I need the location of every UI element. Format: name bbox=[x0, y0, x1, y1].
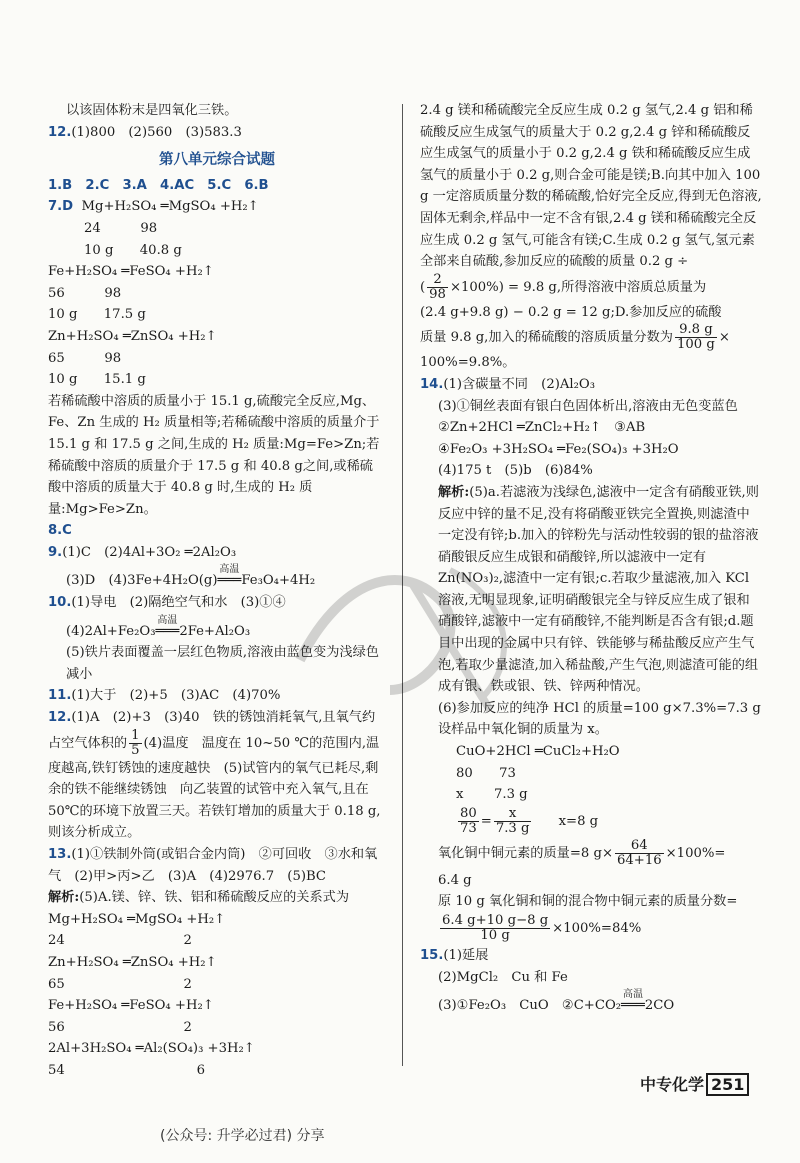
equation: Fe+H₂SO₄ ═FeSO₄ +H₂↑ bbox=[48, 264, 214, 280]
question-number: 12. bbox=[48, 710, 72, 726]
answer-text: (1)含碳量不同 (2)Al₂O₃ bbox=[443, 376, 595, 392]
answer-text: ×100%=84% bbox=[552, 921, 642, 936]
equation: Mg+H₂SO₄ ═MgSO₄ +H₂↑ bbox=[81, 199, 259, 215]
text-line: 以该固体粉末是四氧化三铁。 bbox=[66, 103, 238, 118]
answer-text: (1)A (2)+3 (3)40 铁的锈蚀消耗氧气,且氧气约占空气体积的 bbox=[48, 710, 376, 751]
answer-text: 2Fe+Al₂O₃ bbox=[179, 623, 251, 639]
reaction-condition: 高温 bbox=[622, 989, 643, 1001]
fraction: $\frac{1}{5}$ bbox=[131, 727, 140, 758]
equation: Mg+H₂SO₄ ═MgSO₄ +H₂↑ bbox=[48, 911, 226, 927]
question-number: 12. bbox=[48, 124, 72, 140]
question-number: 7.D bbox=[48, 199, 74, 215]
answer-text: 氧化铜中铜元素的质量=8 g× bbox=[438, 845, 613, 861]
question-number: 11. bbox=[48, 688, 72, 704]
answer-text: (3)D (4)3Fe+4H₂O(g) bbox=[66, 573, 218, 589]
answer-text: ②Zn+2HCl ═ZnCl₂+H₂↑ ③AB bbox=[438, 420, 646, 436]
equation: 2Al+3H₂SO₄ ═Al₂(SO₄)₃ +3H₂↑ bbox=[48, 1041, 255, 1057]
answer-text: 100%=9.8%。 bbox=[420, 355, 516, 371]
column-divider bbox=[402, 104, 403, 1066]
equation: Fe+H₂SO₄ ═FeSO₄ +H₂↑ bbox=[48, 998, 214, 1014]
question-number: 14. bbox=[420, 376, 444, 392]
answer-text: (2.4 g+9.8 g) − 0.2 g = 12 g;D.参加反应的硫酸 bbox=[420, 304, 722, 320]
question-number: 13. bbox=[48, 847, 72, 862]
answer-text: 设样品中氧化铜的质量为 x。 bbox=[438, 722, 608, 738]
equation: Zn+H₂SO₄ ═ZnSO₄ +H₂↑ bbox=[48, 954, 217, 970]
answer-text: (4)温度 温度在 10~50 ℃的范围内,温度越高,铁钉锈蚀的速度越快 (5)试管内的氧气已耗尽,剩余的铁不能继续锈蚀 向乙装置的试管中充入氧气,且在 50℃的环境下放置三天。若铁钉增加的质量大于 0.18 g,则该分析成立。 bbox=[48, 735, 381, 841]
footer-brand: 中专化学 251 bbox=[640, 1072, 749, 1095]
equation-mass: 56 2 bbox=[48, 1019, 192, 1035]
fraction: $\frac{80}{73}$ bbox=[460, 805, 477, 836]
answer-text: x=8 g bbox=[558, 813, 599, 829]
answer-text: (2)MgCl₂ Cu 和 Fe bbox=[438, 969, 568, 985]
times-sign: × bbox=[718, 330, 730, 346]
mc-answers: 1.B 2.C 3.A 4.AC 5.C 6.B bbox=[48, 177, 269, 193]
fraction: $\frac{2}{98}$ bbox=[429, 272, 446, 302]
equation-mass: 24 2 bbox=[48, 933, 192, 949]
answer-text: (1)①铁制外筒(或铝合金内筒) ②可回收 ③水和氧气 (2)甲>丙>乙 (3)A (4)2976.7 (5)BC bbox=[48, 847, 378, 884]
answer-text: (1)延展 bbox=[443, 948, 489, 963]
fraction: $\frac{6.4 g+10 g-8 g}{10 g}$ bbox=[442, 913, 549, 943]
equals-sign: = bbox=[480, 813, 492, 829]
reaction-condition: 高温 bbox=[157, 614, 178, 626]
equation: CuO+2HCl ═CuCl₂+H₂O bbox=[456, 744, 620, 760]
answer-text: 原 10 g 氧化铜和铜的混合物中铜元素的质量分数= bbox=[438, 894, 738, 910]
equation: Zn+H₂SO₄ ═ZnSO₄ +H₂↑ bbox=[48, 328, 217, 344]
answer-text: ×100%= bbox=[665, 845, 726, 861]
equation-value: x 7.3 g bbox=[456, 787, 528, 803]
fraction: $\frac{64}{64+16}$ bbox=[617, 837, 662, 868]
answer-text: Fe₃O₄+4H₂ bbox=[241, 573, 316, 589]
share-note: (公众号: 升学必过君) 分享 bbox=[160, 1128, 325, 1144]
right-column: 2.4 g 镁和稀硫酸完全反应生成 0.2 g 氢气,2.4 g 铝和稀硫酸反应生成氢气的质量大于 0.2 g,2.4 g 锌和稀硫酸反应生成氢气的质量小于 0.2 g,2.4 g 铁和稀硫酸反应生成氢气的质量小于 0.2 g,则合金可能是镁;B.向其中加入 100 g 一定溶质质量分数的稀硫酸,恰好完全反应,得到无色溶液,固体无剩余,样品中一定不含有银,2.4 g 镁和稀硫酸完全反应生成 0.2 g 氢气,可能含有镁;C.生成 0.2 g 氢气,氢元素全部来自硫酸,参加反应的硫酸的质量 0.2 g ÷ ( $\frac{2}{98}$ ×100%) = 9.8 g,所得溶液中溶质总质量为 (2.4 g+9.8 g) − 0.2 g = 12 g;D.参加反应的硫酸 质量 9.8 g,加入的稀硫酸的溶质质量分数为 $\frac{9.8 g}{100 g}$ × 100%=9.8%。 14.(1)含碳量不同 (2)Al₂O₃ (3)①铜丝表面有银白色固体析出,溶液由无色变蓝色 ②Zn+2HCl ═ZnCl₂+H₂↑ ③AB ④Fe₂O₃ +3H₂SO₄ ═Fe₂(SO₄)₃ +3H₂O (4)175 t (5)b (6)84% 解析:(5)a.若滤液为浅绿色,滤液中一定含有硝酸亚铁,则反应中锌的量不足,没有将硝酸亚铁完全置换,则滤渣中一定没有锌;b.加入的锌粉先与活动性较弱的银的盐溶液硝酸银反应生成银和硝酸锌,所以滤液中一定有 Zn(NO₃)₂,滤渣中一定有银;c.若取少量滤液,加入 KCl 溶液,无明显现象,证明硝酸银完全与锌反应生成了银和硝酸锌,滤液中一定有硝酸锌,不能判断是否含有银;d.题目中出现的金属中只有锌、铁能够与稀盐酸反应产生气泡,若取少量滤渣,加入稀盐酸,产生气泡,则滤渣可能的组成有银、铁或银、铁、锌两种情况。 (6)参加反应的纯净 HCl 的质量=100 g×7.3%=7.3 g 设样品中氧化铜的质量为 x。 CuO+2HCl ═CuCl₂+H₂O 80 73 x 7.3 g $\frac{80}{73}$ = $\frac{x}{7.3 g}$ x=8 g 氧化铜中铜元素的质量=8 g× $\frac{64}{64+16}$ ×100%= 6.4 g 原 10 g 氧化铜和铜的混合物中铜元素的质量分数= $\frac{6.4 g+10 g-8 g}{10 g}$ ×100%=84% 15.(1)延展 (2)MgCl₂ Cu 和 Fe (3)①Fe₂O₃ CuO ②C+CO₂ 高温 ═══2CO bbox=[420, 100, 762, 1017]
equation-value: 10 g 15.1 g bbox=[48, 372, 146, 388]
page-number: 251 bbox=[706, 1073, 749, 1096]
answer-text: 6.4 g bbox=[438, 872, 472, 888]
answer-text: ×100%) = 9.8 g,所得溶液中溶质总质量为 bbox=[449, 279, 707, 295]
fraction: $\frac{9.8 g}{100 g}$ bbox=[677, 323, 715, 353]
reaction-condition: 高温 bbox=[219, 564, 240, 576]
equation-mass: 65 98 bbox=[48, 350, 122, 366]
fraction: $\frac{x}{7.3 g}$ bbox=[495, 805, 530, 836]
question-number: 9. bbox=[48, 544, 63, 560]
equation-mass: 54 6 bbox=[48, 1062, 206, 1078]
answer-text: ④Fe₂O₃ +3H₂SO₄ ═Fe₂(SO₄)₃ +3H₂O bbox=[438, 441, 679, 457]
equation-value: 10 g 40.8 g bbox=[84, 242, 182, 258]
answer-text: (3)①铜丝表面有银白色固体析出,溶液由无色变蓝色 bbox=[438, 398, 738, 414]
analysis-label: 解析: bbox=[438, 484, 470, 500]
equation-value: 10 g 17.5 g bbox=[48, 307, 146, 323]
answer-text: (3)①Fe₂O₃ CuO ②C+CO₂ bbox=[438, 998, 622, 1014]
answer-text: (4)2Al+Fe₂O₃ bbox=[66, 623, 156, 639]
answer-text: (5)铁片表面覆盖一层红色物质,溶液由蓝色变为浅绿色 减小 bbox=[66, 645, 393, 682]
equation-mass: 65 2 bbox=[48, 976, 192, 992]
answer-text: (1)导电 (2)隔绝空气和水 (3)①④ bbox=[71, 595, 286, 611]
left-column: 以该固体粉末是四氧化三铁。 12.(1)800 (2)560 (3)583.3 第八单元综合试题 1.B 2.C 3.A 4.AC 5.C 6.B 7.D Mg+H₂SO₄ ═MgSO₄ +H₂↑ 24 98 10 g 40.8 g Fe+H₂SO₄ ═FeSO₄ +H₂↑ 56 98 10 g 17.5 g Zn+H₂SO₄ ═ZnSO₄ +H₂↑ 65 98 10 g 15.1 g 若稀硫酸中溶质的质量小于 15.1 g,硫酸完全反应,Mg、Fe、Zn 生成的 H₂ 质量相等;若稀硫酸中溶质的质量介于 15.1 g 和 17.5 g 之间,生成的 H₂ 质量:Mg=Fe>Zn;若稀硫酸中溶质的质量介于 17.5 g 和 40.8 g之间,或稀硫酸中溶质的质量大于 40.8 g 时,生成的 H₂ 质量:Mg>Fe>Zn。 8.C 9.(1)C (2)4Al+3O₂ ═2Al₂O₃ (3)D (4)3Fe+4H₂O(g) 高温 ═══Fe₃O₄+4H₂ 10.(1)导电 (2)隔绝空气和水 (3)①④ (4)2Al+Fe₂O₃ 高温 ═══2Fe+Al₂O₃ (5)铁片表面覆盖一层红色物质,溶液由蓝色变为浅绿色 减小 11.(1)大于 (2)+5 (3)AC (4)70% 12.(1)A (2)+3 (3)40 铁的锈蚀消耗氧气,且氧气约占空气体积的 $\frac{1}{5}$ (4)温度 温度在 10~50 ℃的范围内,温度越高,铁钉锈蚀的速度越快 (5)试管内的氧气已耗尽,剩余的铁不能继续锈蚀 向乙装置的试管中充入氧气,且在 50℃的环境下放置三天。若铁钉增加的质量大于 0.18 g,则该分析成立。 13.(1)①铁制外筒(或铝合金内筒) ②可回收 ③水和氧气 (2)甲>丙>乙 (3)A (4)2976.7 (5)BC 解析:(5)A.镁、锌、铁、铝和稀硫酸反应的关系式为 Mg+H₂SO₄ ═MgSO₄ +H₂↑ 24 2 Zn+H₂SO₄ ═ZnSO₄ +H₂↑ 65 2 Fe+H₂SO₄ ═FeSO₄ +H₂↑ 56 2 2Al+3H₂SO₄ ═Al₂(SO₄)₃ +3H₂↑ 54 6 bbox=[48, 100, 386, 1082]
section-title: 第八单元综合试题 bbox=[159, 151, 275, 169]
answer-text: (4)175 t (5)b (6)84% bbox=[438, 463, 593, 479]
equation-mass: 80 73 bbox=[456, 765, 516, 781]
question-answer: 8.C bbox=[48, 523, 72, 539]
answer-text: (1)C (2)4Al+3O₂ ═2Al₂O₃ bbox=[62, 544, 237, 560]
answer-text: (6)参加反应的纯净 HCl 的质量=100 g×7.3%=7.3 g bbox=[438, 700, 761, 716]
paragraph: 若稀硫酸中溶质的质量小于 15.1 g,硫酸完全反应,Mg、Fe、Zn 生成的 H₂ 质量相等;若稀硫酸中溶质的质量介于 15.1 g 和 17.5 g 之间,生成的 H₂ 质量:Mg=Fe>Zn;若稀硫酸中溶质的质量介于 17.5 g 和 40.8 g之间,或稀硫酸中溶质的质量大于 40.8 g 时,生成的 H₂ 质量:Mg>Fe>Zn。 bbox=[48, 393, 380, 517]
analysis-text: (5)A.镁、锌、铁、铝和稀硫酸反应的关系式为 bbox=[79, 890, 350, 906]
paragraph: 2.4 g 镁和稀硫酸完全反应生成 0.2 g 氢气,2.4 g 铝和稀硫酸反应生成氢气的质量大于 0.2 g,2.4 g 锌和稀硫酸反应生成氢气的质量小于 0.2 g,2.4 g 铁和稀硫酸反应生成氢气的质量小于 0.2 g,则合金可能是镁;B.向其中加入 100 g 一定溶质质量分数的稀硫酸,恰好完全反应,得到无色溶液,固体无剩余,样品中一定不含有银,2.4 g 镁和稀硫酸完全反应生成 0.2 g 氢气,可能含有镁;C.生成 0.2 g 氢气,氢元素全部来自硫酸,参加反应的硫酸的质量 0.2 g ÷ bbox=[420, 103, 762, 270]
equation-mass: 24 98 bbox=[84, 220, 158, 236]
equation-mass: 56 98 bbox=[48, 285, 122, 301]
answer-text: (1)大于 (2)+5 (3)AC (4)70% bbox=[71, 688, 281, 704]
answer-text: 质量 9.8 g,加入的稀硫酸的溶质质量分数为 bbox=[420, 330, 673, 346]
question-number: 15. bbox=[420, 948, 444, 963]
answer-text: (1)800 (2)560 (3)583.3 bbox=[71, 124, 242, 140]
analysis-text: (5)a.若滤液为浅绿色,滤液中一定含有硝酸亚铁,则反应中锌的量不足,没有将硝酸亚铁完全置换,则滤渣中一定没有锌;b.加入的锌粉先与活动性较弱的银的盐溶液硝酸银反应生成银和硝酸锌,所以滤液中一定有 Zn(NO₃)₂,滤渣中一定有银;c.若取少量滤液,加入 KCl 溶液,无明显现象,证明硝酸银完全与锌反应生成了银和硝酸锌,滤液中一定有硝酸锌,不能判断是否含有银;d.题目中出现的金属中只有锌、铁能够与稀盐酸反应产生气泡,若取少量滤渣,加入稀盐酸,产生气泡,则滤渣可能的组成有银、铁或银、铁、锌两种情况。 bbox=[438, 484, 759, 695]
answer-text: 2CO bbox=[644, 998, 675, 1014]
analysis-label: 解析: bbox=[48, 890, 80, 906]
question-number: 10. bbox=[48, 595, 72, 611]
